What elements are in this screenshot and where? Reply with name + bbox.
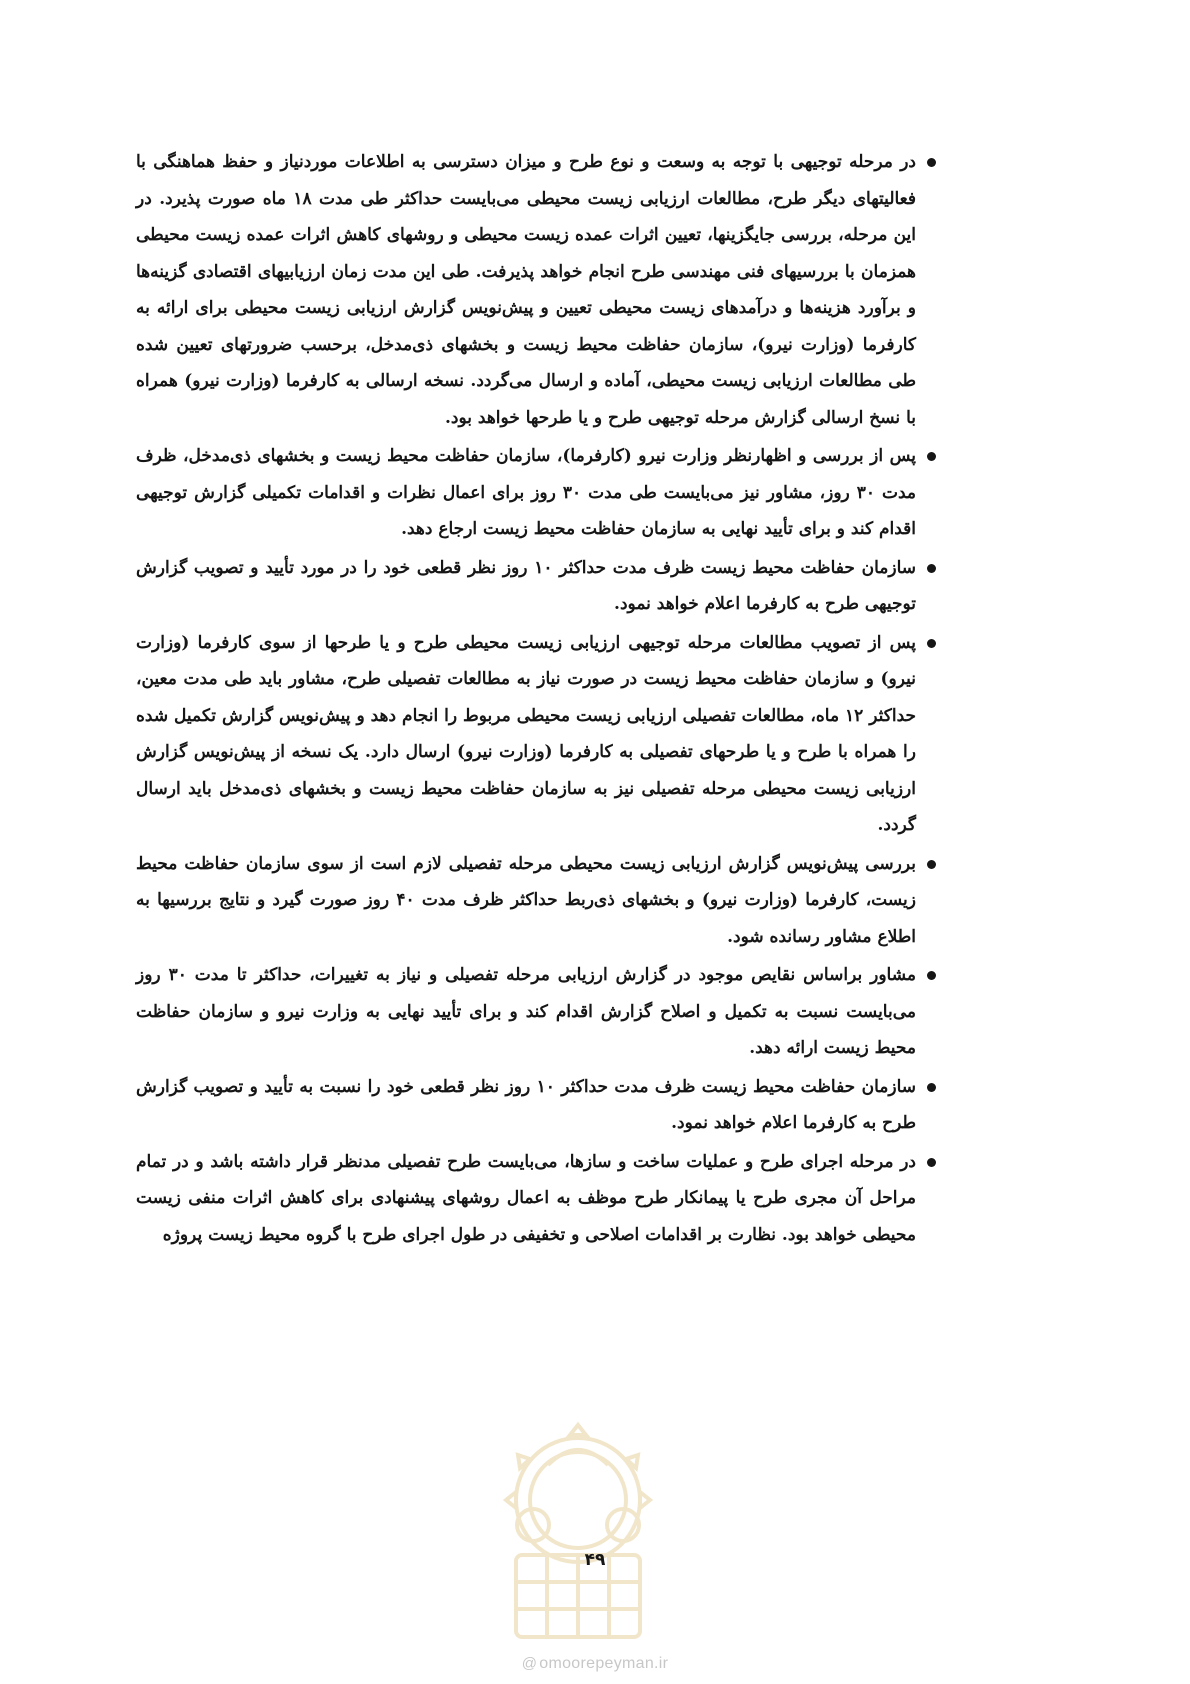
page-number: ۴۹ [584,1550,606,1570]
bullet-text: در مرحله اجرای طرح و عملیات ساخت و سازها، می‌بایست طرح تفصیلی مدنظر قرار داشته باشد و در تمام مراحل آن مجری طرح یا پیمانکار طرح موظف به اعمال روشهای پیشنهادی برای کاهش اثرات منفی زیست محیطی خواهد بود. نظارت بر اقدامات اصلاحی و تخفیفی در طول اجرای طرح با گروه محیط زیست پروژه [136,1151,916,1245]
bullet-item [136,957,936,1067]
bullet-list [136,144,936,1253]
bullet-dot-icon [927,452,936,461]
bullet-text: پس از تصویب مطالعات مرحله توجیهی ارزیابی زیست محیطی طرح و یا طرحها از سوی کارفرما (وزارت نیرو) و سازمان حفاظت محیط زیست در صورت نیاز به مطالعات تفصیلی طرح، مشاور باید طی مدت معین، حداکثر ۱۲ ماه، مطالعات تفصیلی ارزیابی زیست محیطی مربوط را انجام دهد و پیش‌نویس گزارش تکمیل شده را همراه با طرح و یا طرحهای تفصیلی به کارفرما (وزارت نیرو) ارسال دارد. یک نسخه از پیش‌نویس گزارش ارزیابی زیست محیطی مرحله تفصیلی نیز به سازمان حفاظت محیط زیست و بخشهای ذی‌مدخل باید ارسال گردد. [136,632,916,835]
bullet-item [136,625,936,844]
bullet-text: در مرحله توجیهی با توجه به وسعت و نوع طرح و میزان دسترسی به اطلاعات موردنیاز و حفظ هماهنگی با فعالیتهای دیگر طرح، مطالعات ارزیابی زیست محیطی می‌بایست حداکثر طی مدت ۱۸ ماه صورت پذیرد. در این مرحله، بررسی جایگزینها، تعیین اثرات عمده زیست محیطی و روشهای کاهش اثرات عمده زیست محیطی همزمان با بررسیهای فنی مهندسی طرح انجام خواهد پذیرفت. طی این مدت زمان ارزیابیهای اقتصادی گزینه‌ها و برآورد هزینه‌ها و درآمدهای زیست محیطی تعیین و پیش‌نویس گزارش ارزیابی زیست محیطی برای ارائه به کارفرما (وزارت نیرو)، سازمان حفاظت محیط زیست و بخشهای ذی‌مدخل، برحسب ضرورتهای تعیین شده طی مطالعات ارزیابی زیست محیطی، آماده و ارسال می‌گردد. نسخه ارسالی به کارفرما (وزارت نیرو) همراه با نسخ ارسالی گزارش مرحله توجیهی طرح و یا طرحها خواهد بود. [136,152,917,428]
bullet-item [136,144,936,436]
bullet-dot-icon [927,1083,936,1092]
watermark-url [0,1655,1190,1673]
bullet-dot-icon [927,1158,936,1167]
bullet-dot-icon [927,564,936,573]
gear-emblem-icon [478,1405,678,1645]
bullet-text: سازمان حفاظت محیط زیست ظرف مدت حداکثر ۱۰ روز نظر قطعی خود را نسبت به تأیید و تصویب گزارش طرح به کارفرما اعلام خواهد نمود. [136,1076,916,1133]
bullet-dot-icon [927,639,936,648]
at-sign-icon: @ [521,1655,538,1672]
bullet-item [136,438,936,548]
bullet-item [136,550,936,623]
bullet-dot-icon [927,971,936,980]
bullet-text: سازمان حفاظت محیط زیست ظرف مدت حداکثر ۱۰ روز نظر قطعی خود را در مورد تأیید و تصویب گزارش توجیهی طرح به کارفرما اعلام خواهد نمود. [136,557,916,614]
bullet-item [136,1069,936,1142]
bullet-dot-icon [927,860,936,869]
bullet-item [136,1144,936,1254]
bullet-text: پس از بررسی و اظهارنظر وزارت نیرو (کارفرما)، سازمان حفاظت محیط زیست و بخشهای ذی‌مدخل، ظرف مدت ۳۰ روز، مشاور نیز می‌بایست طی مدت ۳۰ روز برای اعمال نظرات و اقدامات تکمیلی گزارش توجیهی اقدام کند و برای تأیید نهایی به سازمان حفاظت محیط زیست ارجاع دهد. [136,446,917,539]
bullet-item [136,846,936,956]
bullet-text: بررسی پیش‌نویس گزارش ارزیابی زیست محیطی مرحله تفصیلی لازم است از سوی سازمان حفاظت محیط زیست، کارفرما (وزارت نیرو) و بخشهای ذی‌ربط حداکثر ظرف مدت ۴۰ روز صورت گیرد و نتایج بررسیها به اطلاع مشاور رسانده شود. [136,853,916,947]
body-text [136,144,936,1255]
bullet-dot-icon [927,158,936,167]
bullet-text: مشاور براساس نقایص موجود در گزارش ارزیابی مرحله تفصیلی و نیاز به تغییرات، حداکثر تا مدت ۳۰ روز می‌بایست نسبت به تکمیل و اصلاح گزارش اقدام کند و برای تأیید نهایی به وزارت نیرو و سازمان حفاظت محیط زیست ارائه دهد. [136,965,916,1058]
watermark-url-text: omoorepeyman.ir [539,1655,669,1672]
